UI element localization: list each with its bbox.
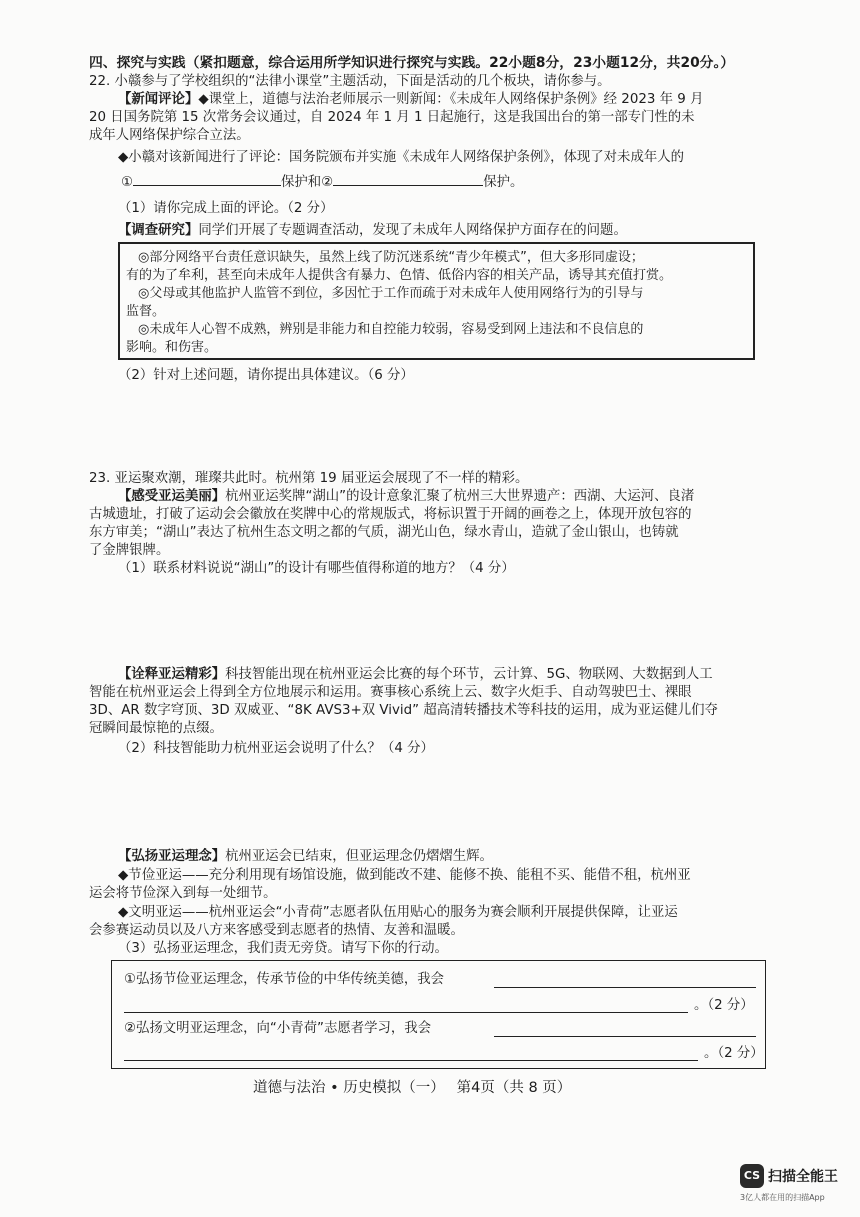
idea-text: 杭州亚运会已结束，但亚运理念仍熠熠生辉。 — [225, 849, 493, 864]
blank1-line[interactable] — [133, 171, 281, 186]
page-footer: 道德与法治 • 历史模拟（一） 第4页（共 8 页） — [253, 1080, 572, 1096]
tech-line: 科技智能出现在杭州亚运会比赛的每个环节，云计算、5G、物联网、大数据到人工 — [225, 667, 713, 682]
scanner-tagline: 3亿人都在用的扫描App — [740, 1193, 825, 1202]
beauty-line: 东方审美；“湖山”表达了杭州生态文明之都的气质，湖光山色，绿水青山，造就了金山银山，也铸就 — [89, 525, 679, 540]
q23-sub1: （1）联系材料说说“湖山”的设计有哪些值得称道的地方？（4 分） — [118, 561, 515, 576]
beauty-paragraph — [118, 487, 694, 506]
thrift-line: 运会将节俭深入到每一处细节。 — [89, 886, 277, 901]
idea-label: 【弘扬亚运理念】 — [118, 849, 226, 864]
idea-paragraph — [118, 847, 493, 866]
beauty-line: 古城遗址，打破了运动会会徽放在奖牌中心的常规版式，将标识置于开阔的画卷之上，体现开放包容的 — [89, 507, 692, 522]
action2-answer-line[interactable] — [494, 1036, 756, 1037]
tech-line: 3D、AR 数字穹顶、3D 双威亚、“8K AVS3+双 Vivid” 超高清转播技术等科技的运用，成为亚运健儿们夺 — [89, 703, 718, 718]
section-title: 四、探究与实践（紧扣题意，综合运用所学知识进行探究与实践。22小题8分，23小题12分，共20分。） — [89, 55, 735, 71]
survey-paragraph — [118, 221, 627, 240]
camscanner-logo-icon: CS — [740, 1164, 764, 1188]
q22-sub2: （2）针对上述问题，请你提出具体建议。（6 分） — [118, 368, 414, 383]
news-line: ◆课堂上，道德与法治老师展示一则新闻：《未成年人网络保护条例》经 2023 年 9 月 — [198, 92, 704, 107]
survey-text: 同学们开展了专题调查活动，发现了未成年人网络保护方面存在的问题。 — [198, 223, 627, 238]
action1-prompt: ①弘扬节俭亚运理念，传承节俭的中华传统美德，我会 — [124, 972, 444, 987]
action1-score: 。（2 分） — [694, 998, 754, 1013]
box-line: ◎未成年人心智不成熟，辨别是非能力和自控能力较弱，容易受到网上违法和不良信息的 — [138, 322, 644, 337]
tech-paragraph — [118, 665, 713, 684]
beauty-line: 了金牌银牌。 — [89, 543, 170, 558]
box-line: 影响。和伤害。 — [126, 340, 218, 355]
action2-answer-line[interactable] — [124, 1060, 698, 1061]
civil-line: 会参赛运动员以及八方来客感受到志愿者的热情、友善和温暖。 — [89, 923, 464, 938]
action2-score: 。（2 分） — [704, 1046, 764, 1061]
tech-label: 【诠释亚运精彩】 — [118, 667, 226, 682]
tech-line: 智能在杭州亚运会上得到全方位地展示和运用。赛事核心系统上云、数字火炬手、自动驾驶巴士、裸眼 — [89, 685, 692, 700]
beauty-line: 杭州亚运奖牌“湖山”的设计意象汇聚了杭州三大世界遗产：西湖、大运河、良渚 — [225, 489, 695, 504]
news-line: 20 日国务院第 15 次常务会议通过，自 2024 年 1 月 1 日起施行，这是我国出台的第一部专门性的未 — [89, 110, 695, 125]
box-line: ◎部分网络平台责任意识缺失，虽然上线了防沉迷系统“青少年模式”，但大多形同虚设； — [138, 250, 644, 265]
comment-blanks — [121, 171, 523, 192]
news-line: 成年人网络保护综合立法。 — [89, 128, 250, 143]
action1-answer-line[interactable] — [494, 987, 756, 988]
beauty-label: 【感受亚运美丽】 — [118, 489, 226, 504]
q22-sub1: （1）请你完成上面的评论。（2 分） — [118, 201, 334, 216]
comment-line: ◆小赣对该新闻进行了评论：国务院颁布并实施《未成年人网络保护条例》，体现了对未成年人的 — [118, 150, 685, 165]
box-line: 监督。 — [126, 304, 166, 319]
civil-line: ◆文明亚运——杭州亚运会“小青荷”志愿者队伍用贴心的服务为赛会顺利开展提供保障，让亚运 — [118, 905, 678, 920]
news-label: 【新闻评论】 — [118, 92, 199, 107]
blank1-mark: ① — [121, 175, 134, 190]
blank-mid: 保护和② — [281, 175, 334, 190]
blank-end: 保护。 — [483, 175, 524, 190]
scanner-brand: 扫描全能王 — [768, 1169, 838, 1185]
news-paragraph — [118, 90, 703, 109]
q23-sub3: （3）弘扬亚运理念，我们责无旁贷。请写下你的行动。 — [118, 941, 448, 956]
box-line: ◎父母或其他监护人监管不到位，多因忙于工作而疏于对未成年人使用网络行为的引导与 — [138, 286, 644, 301]
q23-sub2: （2）科技智能助力杭州亚运会说明了什么？（4 分） — [118, 741, 434, 756]
action1-answer-line[interactable] — [124, 1012, 688, 1013]
action2-prompt: ②弘扬文明亚运理念，向“小青荷”志愿者学习，我会 — [124, 1021, 432, 1036]
q22-intro: 22. 小赣参与了学校组织的“法律小课堂”主题活动，下面是活动的几个板块，请你参与。 — [89, 74, 611, 89]
q23-intro: 23. 亚运聚欢潮，璀璨共此时。杭州第 19 届亚运会展现了不一样的精彩。 — [89, 471, 529, 486]
tech-line: 冠瞬间最惊艳的点缀。 — [89, 721, 223, 736]
blank2-line[interactable] — [333, 171, 483, 186]
thrift-line: ◆节俭亚运——充分利用现有场馆设施，做到能改不建、能修不换、能租不买、能借不租，杭州亚 — [118, 868, 691, 883]
survey-label: 【调查研究】 — [118, 223, 199, 238]
box-line: 有的为了牟利，甚至向未成年人提供含有暴力、色情、低俗内容的相关产品，诱导其充值打赏。 — [126, 268, 673, 283]
